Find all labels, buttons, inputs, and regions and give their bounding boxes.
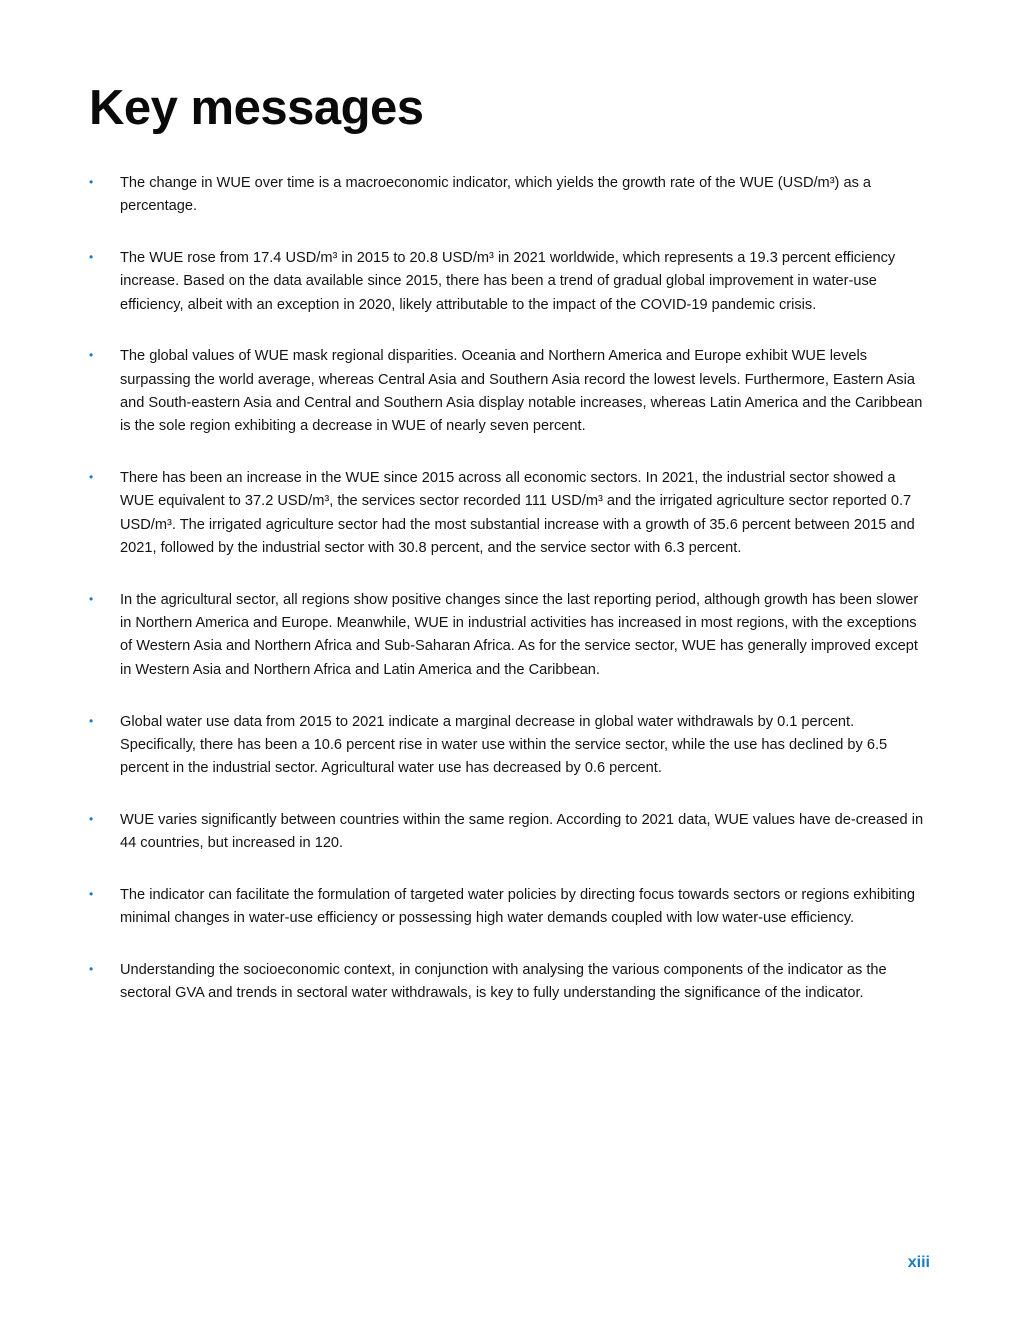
bullet-icon: • (89, 591, 94, 606)
bullet-icon: • (89, 175, 94, 189)
list-item-text: Global water use data from 2015 to 2021 indicate a marginal decrease in global water withdrawals by 0.1 percent. Specifically, there has been a 10.6 percent rise in water use within the service sector, while the use has declined by 6.5 percent in the industrial sector. Agricultural water use has decreased by 0.6 percent. (120, 713, 888, 777)
list-item (89, 172, 931, 219)
page-number: xiii (907, 1254, 930, 1271)
bullet-icon: • (89, 887, 94, 902)
list-item (89, 711, 931, 781)
bullet-icon: • (89, 470, 94, 485)
list-item-text: Understanding the socioeconomic context, in conjunction with analysing the various components of the indicator as the sectoral GVA and trends in sectoral water withdrawals, is key to fully understanding the significance of the indicator. (120, 962, 887, 1002)
bullet-icon: • (89, 811, 94, 826)
list-item (89, 345, 931, 438)
key-messages-list (89, 172, 931, 1034)
list-item (89, 589, 931, 682)
bullet-icon: • (89, 348, 94, 363)
list-item (89, 809, 931, 856)
page-title: Key messages (89, 81, 424, 135)
list-item (89, 467, 931, 560)
list-item-text: The WUE rose from 17.4 USD/m³ in 2015 to 20.8 USD/m³ in 2021 worldwide, which represents a 19.3 percent efficiency increase. Based on the data available since 2015, there has been a trend of gradual global improvement in water-use efficiency, albeit with an exception in 2020, likely attributable to the impact of the COVID-19 pandemic crisis. (120, 250, 896, 313)
list-item-text: WUE varies significantly between countries within the same region. According to 2021 data, WUE values have de-creased in 44 countries, but increased in 120. (120, 811, 924, 852)
list-item-text: The change in WUE over time is a macroeconomic indicator, which yields the growth rate of the WUE (USD/m³) as a percentage. (120, 175, 872, 215)
bullet-icon: • (89, 713, 94, 728)
list-item-text: There has been an increase in the WUE since 2015 across all economic sectors. In 2021, the industrial sector showed a WUE equivalent to 37.2 USD/m³, the services sector recorded 111 USD/m³ and the irrigated agriculture sector reported 0.7 USD/m³. The irrigated agriculture sector had the most substantial increase with a growth of 35.6 percent between 2015 and 2021, followed by the industrial sector with 30.8 percent, and the service sector with 6.3 percent. (120, 470, 915, 557)
list-item-text: The indicator can facilitate the formulation of targeted water policies by directing focus towards sectors or regions exhibiting minimal changes in water-use efficiency or possessing high water demands coupled with low water-use efficiency. (120, 887, 915, 927)
list-item (89, 959, 931, 1006)
bullet-icon: • (89, 250, 94, 265)
list-item (89, 247, 931, 317)
list-item-text: The global values of WUE mask regional disparities. Oceania and Northern America and Europe exhibit WUE levels surpassing the world average, whereas Central Asia and Southern Asia record the lowest levels. Furthermore, Eastern Asia and South-eastern Asia and Central and Southern Asia display notable increases, whereas Latin America and the Caribbean is the sole region exhibiting a decrease in WUE of nearly seven percent. (120, 348, 923, 435)
list-item-text: In the agricultural sector, all regions show positive changes since the last reporting period, although growth has been slower in Northern America and Europe. Meanwhile, WUE in industrial activities has increased in most regions, with the exceptions of Western Asia and Northern Africa and Sub-Saharan Africa. As for the service sector, WUE has generally improved except in Western Asia and Northern Africa and Latin America and the Caribbean. (120, 591, 919, 678)
list-item (89, 884, 931, 931)
bullet-icon: • (89, 962, 94, 977)
